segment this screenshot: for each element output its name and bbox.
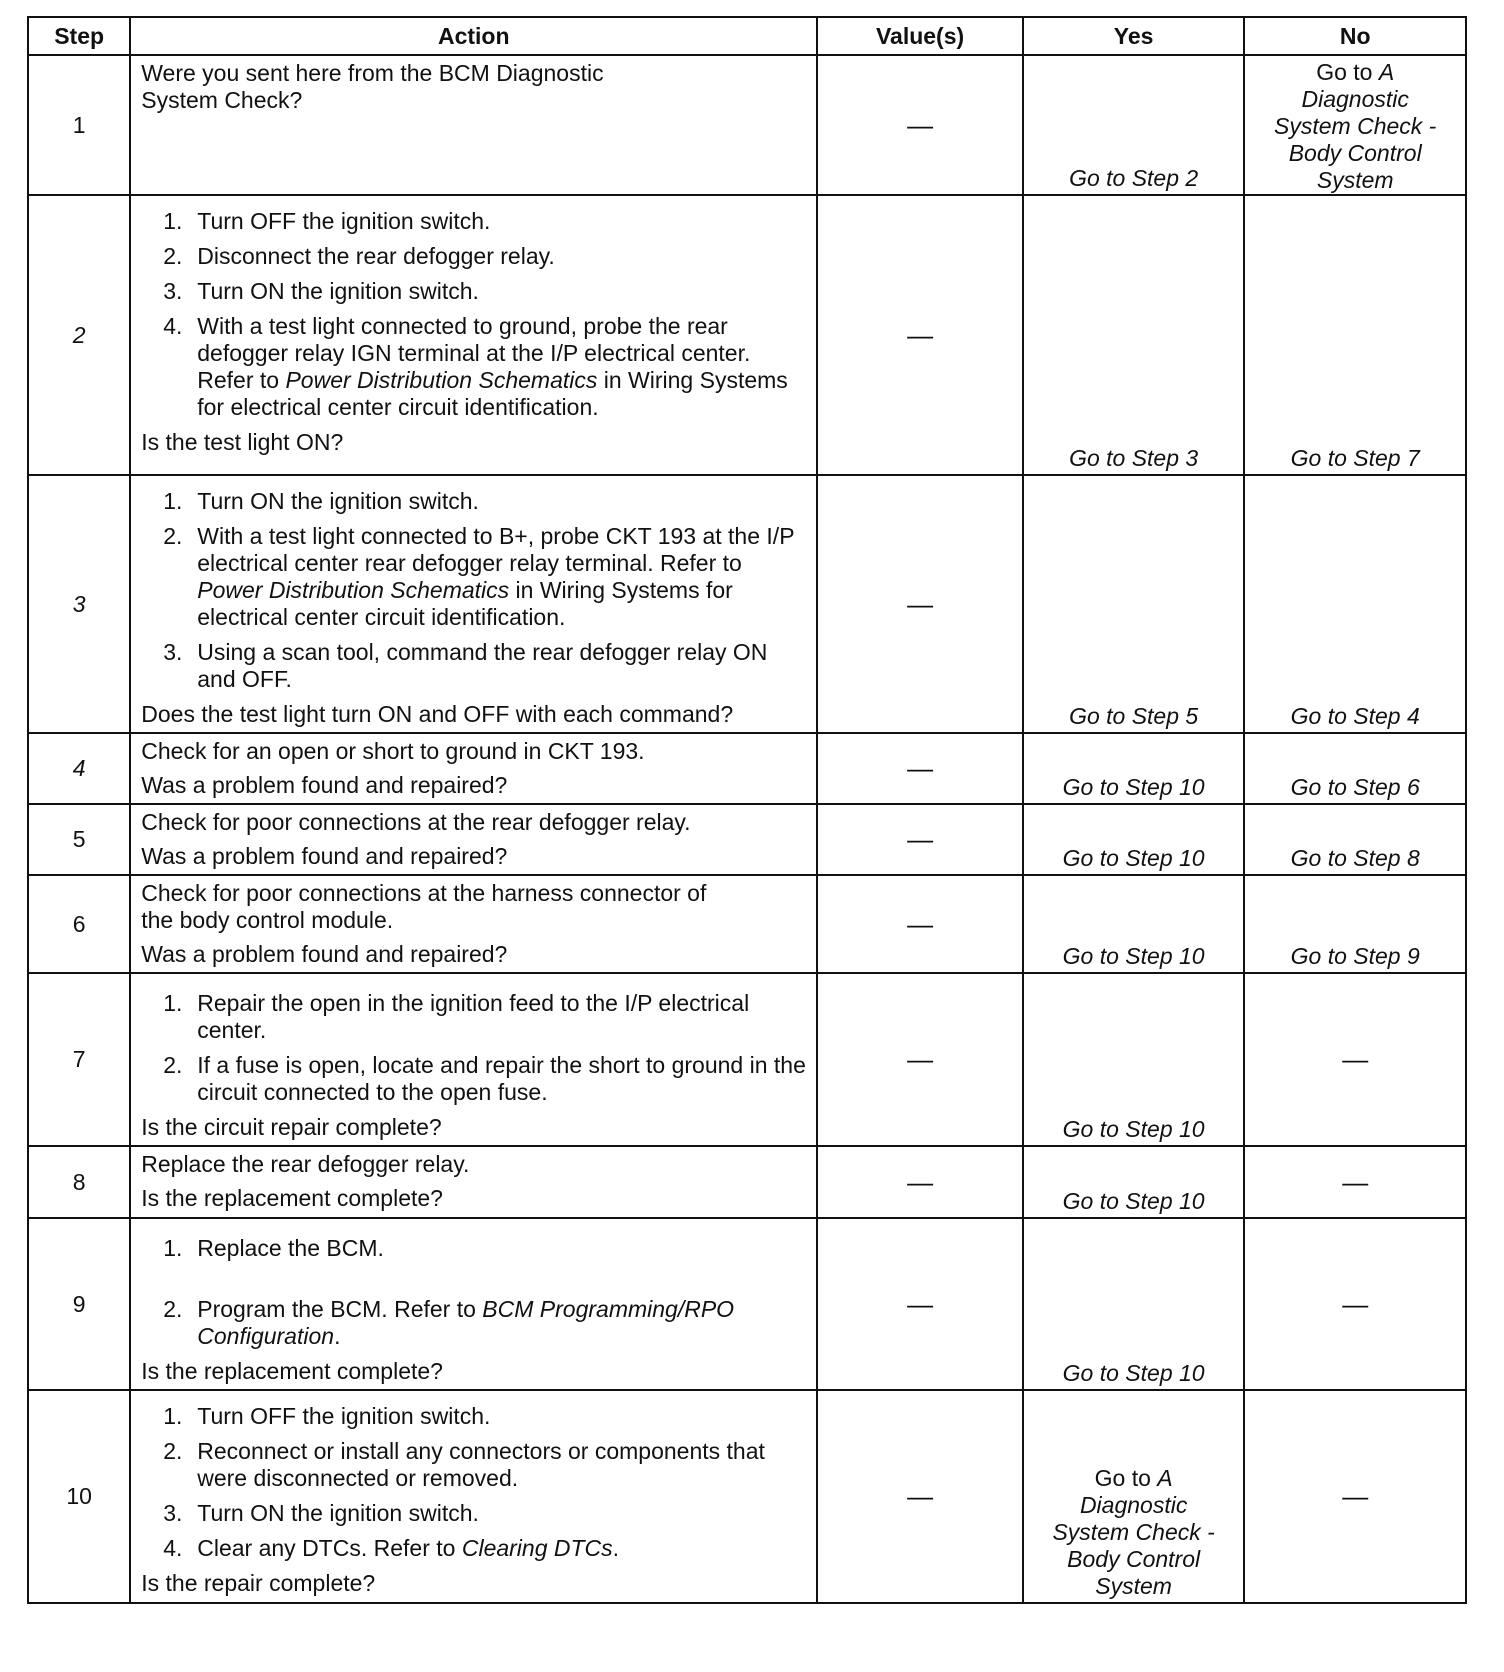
table-row	[28, 875, 1466, 973]
action-cell	[130, 1146, 817, 1218]
action-text: Replace the rear defogger relay.	[141, 1151, 470, 1177]
yes-goto: Go to Step 10	[1062, 774, 1205, 800]
yes-goto: Go to Step 2	[1069, 165, 1199, 191]
yes-goto: Go to A Diagnostic System Check - Body Control System	[1052, 1465, 1215, 1599]
yes-goto: Go to Step 10	[1062, 943, 1205, 969]
value-cell: —	[817, 195, 1023, 475]
table-row	[28, 475, 1466, 733]
action-item: 4. Clear any DTCs. Refer to Clearing DTCs.	[163, 1535, 620, 1561]
action-cell	[130, 875, 817, 973]
header-values: Value(s)	[817, 17, 1023, 55]
no-cell	[1244, 55, 1466, 195]
no-goto: Go to Step 8	[1290, 845, 1420, 871]
action-cell	[130, 55, 817, 195]
table-row	[28, 733, 1466, 804]
value-cell: —	[817, 875, 1023, 973]
yes-cell	[1023, 1390, 1245, 1603]
value-cell: —	[817, 733, 1023, 804]
no-goto: Go to Step 9	[1290, 943, 1420, 969]
action-text: Check for an open or short to ground in CKT 193.	[141, 738, 645, 764]
yes-cell	[1023, 804, 1245, 875]
header-action: Action	[130, 17, 817, 55]
action-item: 2. Reconnect or install any connectors or components that were disconnected or removed.	[163, 1438, 765, 1491]
action-item: 2. If a fuse is open, locate and repair the short to ground in the circuit connected to the open fuse.	[163, 1052, 806, 1105]
action-cell	[130, 1390, 817, 1603]
yes-goto: Go to Step 10	[1062, 1188, 1205, 1214]
no-goto: Go to Step 6	[1290, 774, 1420, 800]
no-cell: —	[1244, 1390, 1466, 1603]
action-cell	[130, 1218, 817, 1390]
yes-goto: Go to Step 3	[1069, 445, 1199, 471]
step-number: 5	[28, 804, 130, 875]
action-item: 2. Program the BCM. Refer to BCM Programming/RPO Configuration.	[163, 1296, 735, 1349]
value-cell: —	[817, 1218, 1023, 1390]
no-cell	[1244, 195, 1466, 475]
action-question: Is the test light ON?	[141, 429, 344, 455]
step-number: 6	[28, 875, 130, 973]
header-no: No	[1244, 17, 1466, 55]
no-cell	[1244, 733, 1466, 804]
no-cell	[1244, 804, 1466, 875]
yes-cell	[1023, 973, 1245, 1146]
action-cell	[130, 475, 817, 733]
table-row	[28, 804, 1466, 875]
action-item: 1. Replace the BCM.	[163, 1235, 384, 1261]
no-goto: Go to A Diagnostic System Check - Body Control System	[1274, 59, 1437, 193]
step-number: 7	[28, 973, 130, 1146]
no-cell	[1244, 475, 1466, 733]
step-number: 8	[28, 1146, 130, 1218]
yes-cell	[1023, 733, 1245, 804]
action-text: Check for poor connections at the harness connector of the body control module.	[141, 880, 707, 933]
step-number: 4	[28, 733, 130, 804]
action-question: Was a problem found and repaired?	[141, 843, 508, 869]
table-row	[28, 1146, 1466, 1218]
header-yes: Yes	[1023, 17, 1245, 55]
action-item: 1. Turn OFF the ignition switch.	[163, 208, 491, 234]
table-row	[28, 1390, 1466, 1603]
yes-goto: Go to Step 5	[1069, 703, 1199, 729]
action-text: Check for poor connections at the rear defogger relay.	[141, 809, 691, 835]
action-question: Is the repair complete?	[141, 1570, 376, 1596]
action-item: 3. Turn ON the ignition switch.	[163, 1500, 479, 1526]
no-cell: —	[1244, 973, 1466, 1146]
action-item: 1. Turn OFF the ignition switch.	[163, 1403, 491, 1429]
yes-cell	[1023, 195, 1245, 475]
value-cell: —	[817, 973, 1023, 1146]
no-cell	[1244, 875, 1466, 973]
step-number: 9	[28, 1218, 130, 1390]
action-cell	[130, 733, 817, 804]
yes-goto: Go to Step 10	[1062, 1116, 1205, 1142]
table-row	[28, 973, 1466, 1146]
no-cell: —	[1244, 1146, 1466, 1218]
table-row	[28, 55, 1466, 195]
action-item: 2. With a test light connected to B+, probe CKT 193 at the I/P electrical center rear defogger relay terminal. Refer to Power Distribution Schematics in Wiring Systems for electrical center circuit identification.	[163, 523, 795, 630]
action-item: 3. Using a scan tool, command the rear defogger relay ON and OFF.	[163, 639, 768, 692]
action-question: Is the replacement complete?	[141, 1185, 443, 1211]
header-row	[28, 17, 1466, 55]
header-step: Step	[28, 17, 130, 55]
action-question: Was a problem found and repaired?	[141, 941, 508, 967]
no-goto: Go to Step 4	[1290, 703, 1420, 729]
yes-goto: Go to Step 10	[1062, 845, 1205, 871]
action-item: 4. With a test light connected to ground, probe the rear defogger relay IGN terminal at the I/P electrical center. Refer to Power Distribution Schematics in Wiring Systems for electrical center circuit identification.	[163, 313, 788, 420]
value-cell: —	[817, 804, 1023, 875]
value-cell: —	[817, 1146, 1023, 1218]
action-item: 1. Repair the open in the ignition feed to the I/P electrical center.	[163, 990, 750, 1043]
action-cell	[130, 195, 817, 475]
table-row	[28, 195, 1466, 475]
step-number: 10	[28, 1390, 130, 1603]
yes-cell	[1023, 475, 1245, 733]
yes-goto: Go to Step 10	[1062, 1360, 1205, 1386]
yes-cell	[1023, 1218, 1245, 1390]
action-cell	[130, 973, 817, 1146]
table-row	[28, 1218, 1466, 1390]
no-cell: —	[1244, 1218, 1466, 1390]
value-cell: —	[817, 1390, 1023, 1603]
value-cell: —	[817, 475, 1023, 733]
action-question: Is the replacement complete?	[141, 1358, 443, 1384]
step-number: 2	[28, 195, 130, 475]
action-item: 2. Disconnect the rear defogger relay.	[163, 243, 555, 269]
yes-cell	[1023, 875, 1245, 973]
no-goto: Go to Step 7	[1290, 445, 1420, 471]
action-item: 1. Turn ON the ignition switch.	[163, 488, 479, 514]
action-question: Is the circuit repair complete?	[141, 1114, 442, 1140]
action-question: Does the test light turn ON and OFF with each command?	[141, 701, 734, 727]
action-cell	[130, 804, 817, 875]
step-number: 3	[28, 475, 130, 733]
action-question: Was a problem found and repaired?	[141, 772, 508, 798]
action-item: 3. Turn ON the ignition switch.	[163, 278, 479, 304]
diagnostic-table	[27, 16, 1467, 1604]
yes-cell	[1023, 55, 1245, 195]
yes-cell	[1023, 1146, 1245, 1218]
step-number: 1	[28, 55, 130, 195]
action-text: Were you sent here from the BCM Diagnostic System Check?	[141, 60, 604, 113]
value-cell: —	[817, 55, 1023, 195]
